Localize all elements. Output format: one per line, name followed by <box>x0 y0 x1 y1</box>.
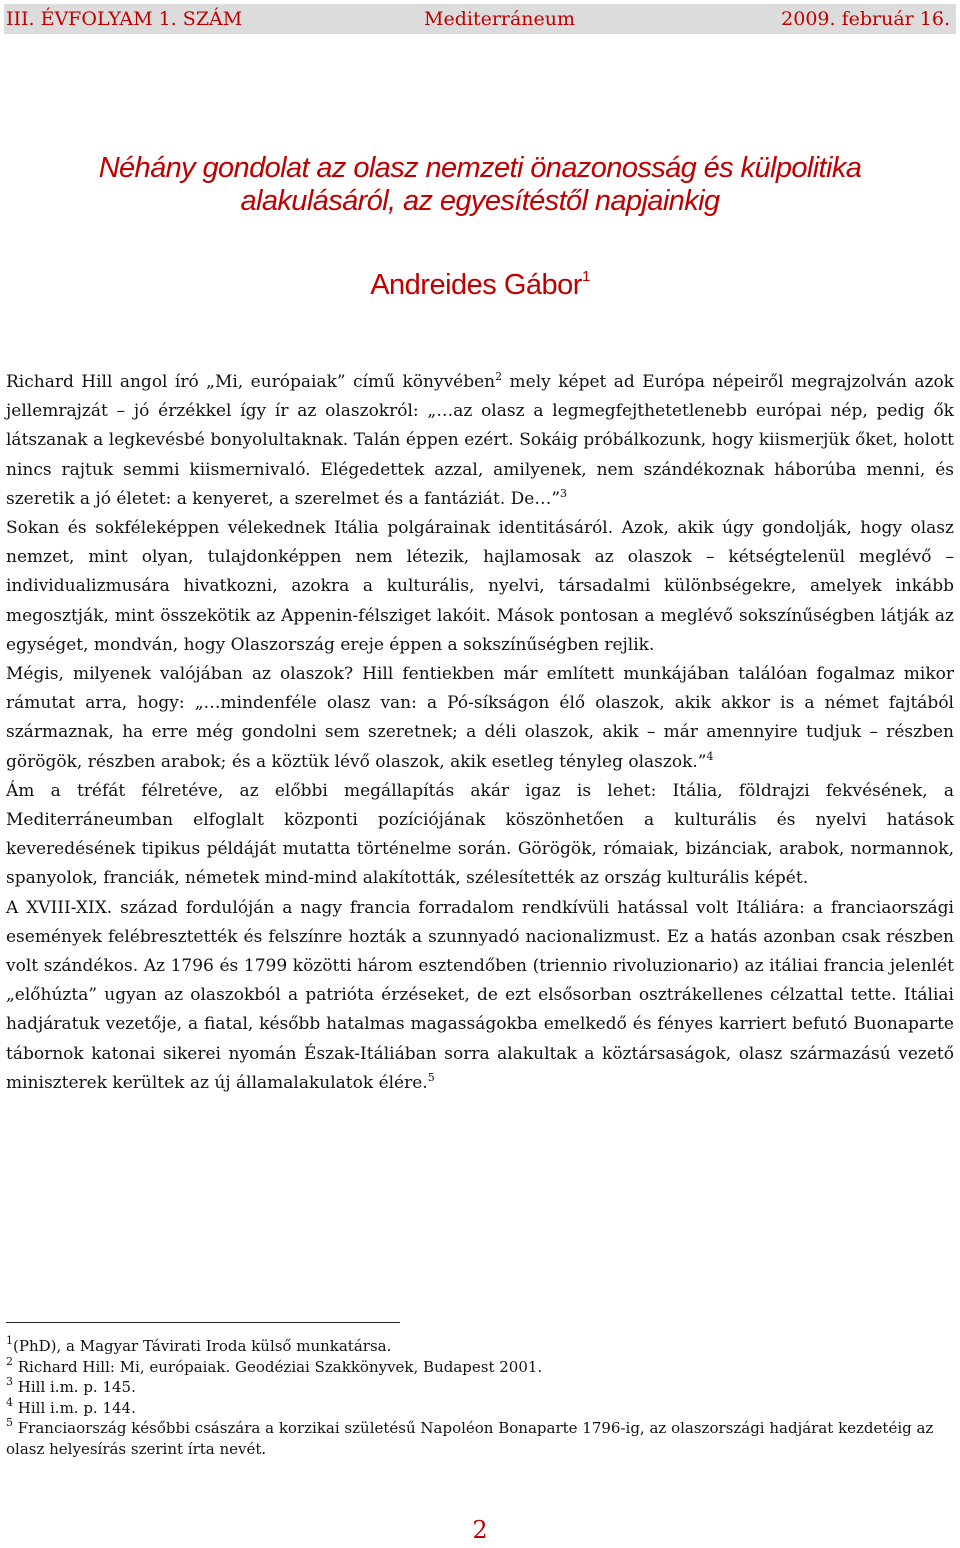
footnote-1-text: (PhD), a Magyar Távirati Iroda külső munkatársa. <box>13 1337 392 1355</box>
header-date: 2009. február 16. <box>781 8 950 30</box>
paragraph-5-text: A XVIII-XIX. század fordulóján a nagy francia forradalom rendkívüli hatással volt Itáliára: a franciaországi események felébresztették és felszínre hozták a szunnyadó nacionalizmust. Ez a hatás azonban csak részben volt szándékos. Az 1796 és 1799 közötti három esztendőben (triennio rivoluzionario) az itáliai francia jelenlét „előhúzta” ugyan az olaszokból a patrióta érzéseket, de ezt elsősorban osztrákellenes célzattal tette. Itáliai hadjáratuk vezetője, a fiatal, később hatalmas magasságokba emelkedő és fényes karriert befutó Buonaparte tábornok katonai sikerei nyomán Észak-Itáliában sorra alakultak a köztársaságok, olasz származású vezető miniszterek kerültek az új államalakulatok élére. <box>6 897 954 1093</box>
author-name: Andreides Gábor <box>370 269 582 301</box>
footnote-2-number: 2 <box>6 1354 13 1368</box>
footnote-2 <box>6 1354 954 1378</box>
footnote-ref-2[interactable]: 2 <box>495 370 503 383</box>
footnote-1-number: 1 <box>6 1334 13 1347</box>
paragraph-3 <box>6 660 954 777</box>
header-section: Mediterráneum <box>424 8 576 30</box>
footnotes <box>6 1336 954 1459</box>
article-title <box>0 152 960 218</box>
footnote-ref-4[interactable]: 4 <box>706 749 714 763</box>
footnote-5-number: 5 <box>6 1416 13 1429</box>
footnote-separator <box>6 1322 400 1323</box>
footnote-4 <box>6 1395 954 1419</box>
article-author <box>0 268 960 302</box>
paragraph-2: Sokan és sokféleképpen vélekednek Itália polgárainak identitásáról. Azok, akik úgy gondolják, hogy olasz nemzet, mint olyan, tulajdonképpen nem létezik, hajlamosak az olaszok – kétségtelenül meglévő – individualizmusára hivatkozni, azokra a kulturális, nyelvi, társadalmi különbségekre, amelyek inkább megosztják, mint összekötik az Appenin-félsziget lakóit. Mások pontosan a meglévő sokszínűségben látják az egységet, mondván, hogy Olaszország ereje éppen a sokszínűségben rejlik. <box>6 518 954 655</box>
footnote-3 <box>6 1377 954 1398</box>
running-header <box>4 4 956 34</box>
paragraph-4: Ám a tréfát félretéve, az előbbi megállapítás akár igaz is lehet: Itália, földrajzi fekvésének, a Mediterráneumban elfoglalt központi pozíciójának köszönhetően a kulturális és nyelvi hatások keveredésének tipikus példáját mutatta történelme során. Görögök, rómaiak, bizánciak, arabok, normannok, spanyolok, franciák, németek mind-mind alakították, szélesítették az ország kulturális képét. <box>6 780 954 889</box>
author-footnote-ref[interactable]: 1 <box>581 268 590 285</box>
page-number: 2 <box>472 1516 488 1544</box>
footnote-3-text: Hill i.m. p. 145. <box>13 1378 136 1396</box>
footnote-1 <box>6 1336 954 1357</box>
footnote-ref-5[interactable]: 5 <box>427 1070 435 1084</box>
paragraph-1 <box>6 368 954 514</box>
footnote-4-text: Hill i.m. p. 144. <box>13 1398 136 1417</box>
paragraph-3-text: Mégis, milyenek valójában az olaszok? Hill fentiekben már említett munkájában találóan fogalmaz mikor rámutat arra, hogy: „…mindenféle olasz van: a Pó-síkságon élő olaszok, akik akkor is a német fajtából származnak, ha erre még gondolni sem szeretnek; a déli olaszok, akik – már amennyire tudjuk – részben görögök, részben arabok; és a köztük lévő olaszok, akik esetleg tényleg olaszok.” <box>6 664 954 772</box>
footnote-5-text: Franciaország későbbi császára a korzikai születésű Napoléon Bonaparte 1796-ig, az olaszországi hadjárat kezdetéig az olasz helyesírás szerint írta nevét. <box>6 1419 934 1458</box>
article-title-line-1: Néhány gondolat az olasz nemzeti önazonosság és külpolitika <box>98 152 862 184</box>
article-title-line-2: alakulásáról, az egyesítéstől napjainkig <box>240 185 720 217</box>
header-volume: III. ÉVFOLYAM 1. SZÁM <box>6 8 243 30</box>
article-body <box>6 368 954 1098</box>
footnote-5 <box>6 1418 954 1459</box>
paragraph-1-text-a: Richard Hill angol író „Mi, európaiak” című könyvében <box>6 372 496 392</box>
footnote-3-number: 3 <box>6 1375 13 1388</box>
footnote-4-number: 4 <box>6 1395 13 1409</box>
paragraph-5 <box>6 894 954 1098</box>
footnote-2-text: Richard Hill: Mi, európaiak. Geodéziai Szakkönyvek, Budapest 2001. <box>13 1357 543 1376</box>
paragraph-1-text-b: mely képet ad Európa népeiről megrajzolván azok jellemrajzát – jó érzékkel így ír az olaszokról: „…az olasz a legmegfejthetetlenebb európai nép, pedig ők látszanak a legkevésbé bonyolultaknak. Talán éppen ezért. Sokáig próbálkozunk, hogy kiismerjük őket, holott nincs rajtuk semmi kiismernivaló. Elégedettek azzal, amilyenek, nem szándékoznak háborúba menni, és szeretik a jó életet: a kenyeret, a szerelmet és a fantáziát. De…” <box>6 372 954 509</box>
footnote-ref-3[interactable]: 3 <box>560 486 568 500</box>
